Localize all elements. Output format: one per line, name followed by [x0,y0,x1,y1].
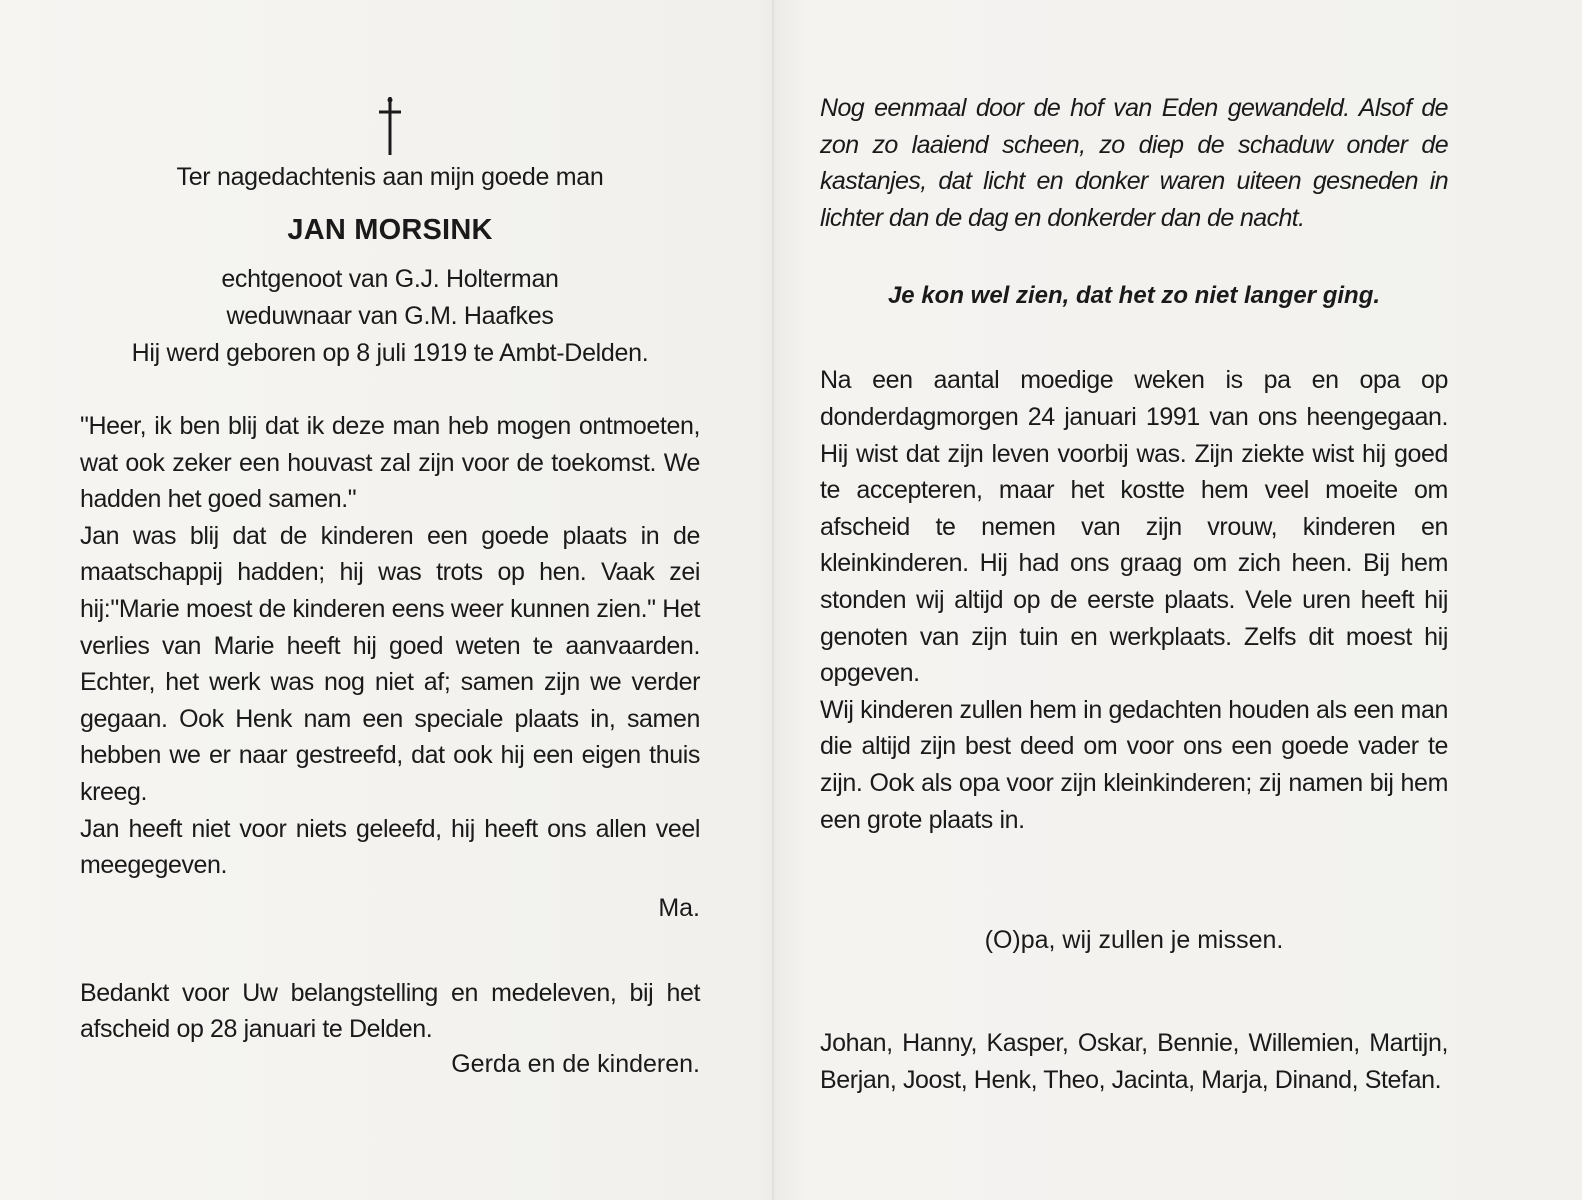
story-paragraph-1: Na een aantal moedige weken is pa en opa op donderdagmorgen 24 januari 1991 van ons heengegaan. Hij wist dat zijn leven voorbij was. Zijn ziekte wist hij goed te accepteren, maar het kostte hem veel moeite om afscheid te nemen van zijn vrouw, kinderen en kleinkinderen. Hij had ons graag om zich heen. Bij hem stonden wij altijd op de eerste plaats. Vele uren heeft hij genoten van zijn tuin en werkplaats. Zelfs dit moest hij opgeven. [820,366,1448,688]
story-block [820,362,1448,838]
missing-line: (O)pa, wij zullen je missen. [984,926,1284,955]
birth-line: Hij werd geboren op 8 juli 1919 te Ambt-Delden. [131,339,649,367]
story-paragraph-2: Wij kinderen zullen hem in gedachten houden als een man die altijd zijn best deed om voor ons een goede vader te zijn. Ook als opa voor zijn kleinkinderen; zij namen bij hem een grote plaats in. [820,695,1448,834]
deceased-name: JAN MORSINK [287,214,493,246]
cross-icon [375,95,405,157]
right-page [820,90,1448,1098]
poem-text: Nog eenmaal door de hof van Eden gewandeld. Alsof de zon zo laaiend scheen, zo diep de schaduw onder de kastanjes, dat licht en donker waren uiteen gesneden in lichter dan de dag en donkerder dan de nacht. [820,94,1448,232]
quote-paragraph: "Heer, ik ben blij dat ik deze man heb mogen ontmoeten, wat ook zeker een houvast zal zijn voor de toekomst. We hadden het goed samen." [80,412,700,514]
thanks-block [80,975,700,1079]
thanks-paragraph: Bedankt voor Uw belangstelling en medeleven, bij het afscheid op 28 januari te Delden. [80,978,700,1044]
family-names-block [820,1025,1448,1098]
family-names: Johan, Hanny, Kasper, Oskar, Bennie, Willemien, Martijn, Berjan, Joost, Henk, Theo, Jacinta, Marja, Dinand, Stefan. [820,1029,1448,1094]
tribute-text [80,408,700,923]
spouse-line: echtgenoot van G.J. Holterman [221,265,559,293]
left-page [80,95,700,1079]
dedication-line: Ter nagedachtenis aan mijn goede man [176,163,604,191]
closing-paragraph: Jan heeft niet voor niets geleefd, hij heeft ons allen veel meegegeven. [80,814,700,880]
signature-ma: Ma. [658,893,700,922]
life-paragraph: Jan was blij dat de kinderen een goede plaats in de maatschappij hadden; hij was trots op hen. Vaak zei hij:"Marie moest de kinderen eens weer kunnen zien." Het verlies van Marie heeft hij goed weten te aanvaarden. Echter, het werk was nog niet af; samen zijn we verder gegaan. Ook Henk nam een speciale plaats in, samen hebben we er naar gestreefd, dat ook hij een eigen thuis kreeg. [80,521,700,806]
widower-line: weduwnaar van G.M. Haafkes [226,302,554,330]
emphasis-line: Je kon wel zien, dat het zo niet langer ging. [887,282,1381,310]
signature-family: Gerda en de kinderen. [451,1049,700,1078]
card-fold [772,0,774,1200]
